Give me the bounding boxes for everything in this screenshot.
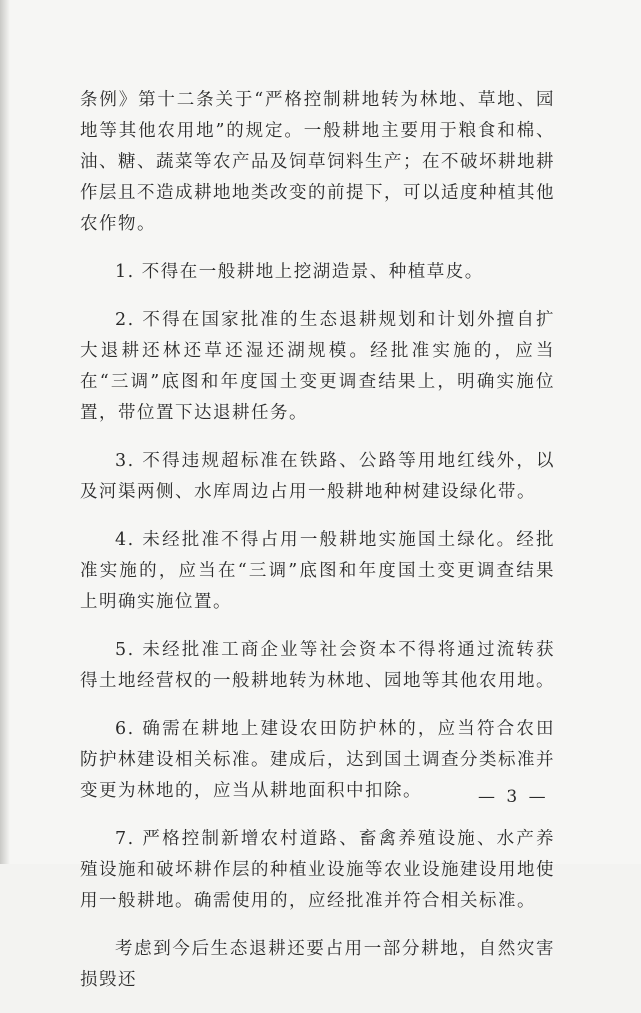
- document-body: [80, 85, 555, 1013]
- page-edge-shadow: [0, 0, 10, 864]
- paragraph-item-6: 6. 确需在耕地上建设农田防护林的，应当符合农田防护林建设相关标准。建成后，达到国土调查分类标准并变更为林地的，应当从耕地面积中扣除。: [80, 719, 555, 801]
- paragraph-intro: 条例》第十二条关于“严格控制耕地转为林地、草地、园地等其他农用地”的规定。一般耕地主要用于粮食和棉、油、糖、蔬菜等农产品及饲草饲料生产；在不破坏耕地耕作层且不造成耕地地类改变的前提下，可以适度种植其他农作物。: [80, 90, 555, 234]
- paragraph-item-3: 3. 不得违规超标准在铁路、公路等用地红线外，以及河渠两侧、水库周边占用一般耕地种树建设绿化带。: [80, 451, 555, 502]
- paragraph-item-2: 2. 不得在国家批准的生态退耕规划和计划外擅自扩大退耕还林还草还湿还湖规模。经批准实施的，应当在“三调”底图和年度国土变更调查结果上，明确实施位置，带位置下达退耕任务。: [80, 310, 555, 423]
- paragraph-closing: 考虑到今后生态退耕还要占用一部分耕地，自然灾害损毁还: [80, 939, 555, 990]
- page-number: — 3 —: [478, 787, 549, 807]
- paragraph-item-7: 7. 严格控制新增农村道路、畜禽养殖设施、水产养殖设施和破坏耕作层的种植业设施等农业设施建设用地使用一般耕地。确需使用的，应经批准并符合相关标准。: [80, 829, 555, 911]
- paragraph-item-5: 5. 未经批准工商企业等社会资本不得将通过流转获得土地经营权的一般耕地转为林地、园地等其他农用地。: [80, 640, 555, 691]
- paragraph-item-4: 4. 未经批准不得占用一般耕地实施国土绿化。经批准实施的，应当在“三调”底图和年度国土变更调查结果上明确实施位置。: [80, 530, 555, 612]
- paragraph-item-1: 1. 不得在一般耕地上挖湖造景、种植草皮。: [115, 262, 484, 282]
